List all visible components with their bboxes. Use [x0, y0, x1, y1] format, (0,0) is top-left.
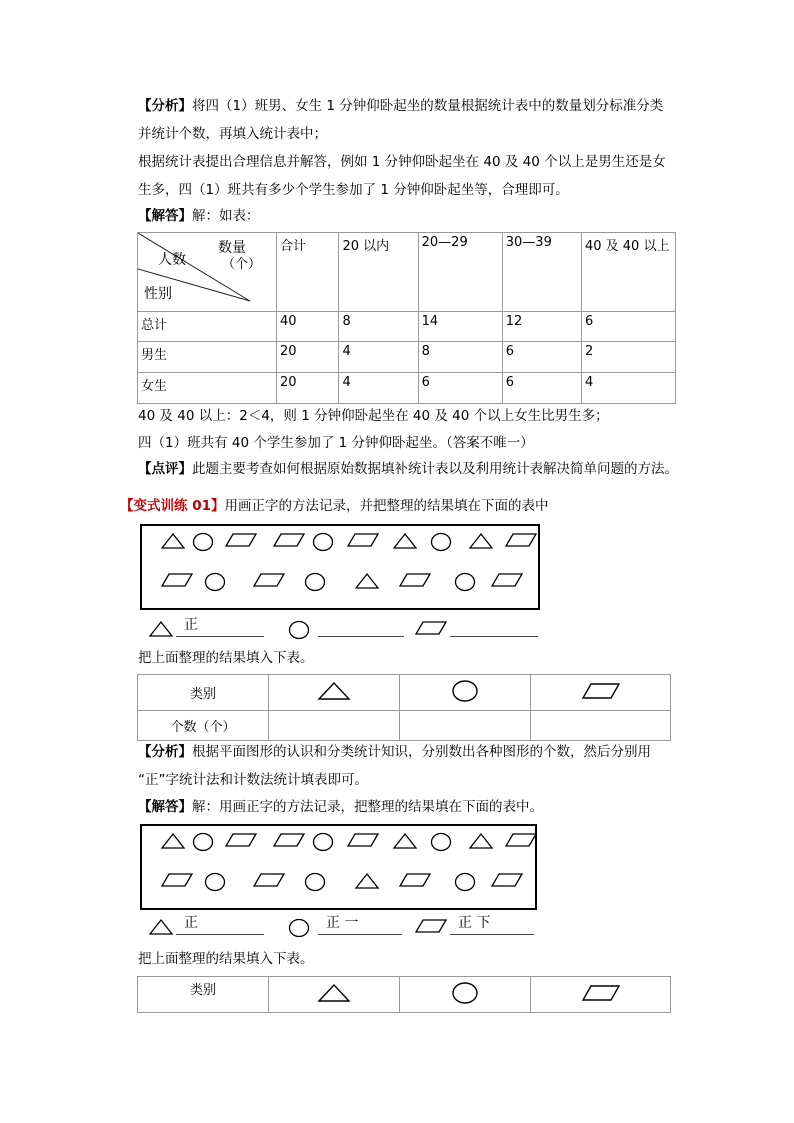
- parallelogram-icon: [414, 918, 448, 934]
- cell: 8: [339, 312, 418, 342]
- triangle-icon: [392, 532, 418, 550]
- parallelogram-icon: [252, 872, 286, 888]
- parallelogram-icon: [581, 682, 621, 700]
- row-label: 个数（个）: [138, 711, 269, 741]
- cell: 4: [339, 342, 418, 373]
- stats-table: [137, 232, 676, 404]
- analysis2-line1: 【分析】根据平面图形的认识和分类统计知识，分别数出各种图形的个数，然后分别用: [138, 744, 651, 760]
- circle-icon: [450, 679, 480, 703]
- corner-bottom: 性别: [144, 286, 172, 302]
- analysis1-line2: 并统计个数，再填入统计表中；: [138, 126, 327, 142]
- triangle-tally-line: [176, 934, 264, 935]
- result-table-answer: [137, 976, 671, 1013]
- circle-icon: [204, 572, 226, 592]
- triangle-icon: [354, 572, 380, 590]
- cell: 12: [502, 312, 581, 342]
- parallelogram-icon: [224, 532, 258, 548]
- parallelogram-header: [531, 977, 671, 1013]
- corner-top: 数量: [218, 240, 246, 256]
- parallelogram-icon: [160, 572, 194, 588]
- parallelogram-icon: [272, 832, 306, 848]
- triangle-header: [269, 675, 400, 711]
- answer2: 【解答】解：用画正字的方法记录，把整理的结果填在下面的表中。: [138, 799, 543, 815]
- col-header: 30—39: [502, 233, 581, 312]
- corner-middle: 人数: [158, 252, 186, 268]
- triangle-icon: [468, 832, 494, 850]
- parallelogram-icon: [398, 872, 432, 888]
- parallelogram-icon: [398, 572, 432, 588]
- triangle-icon: [160, 832, 186, 850]
- shape-box-answer: [140, 824, 537, 910]
- circle-icon: [430, 832, 452, 852]
- cell: 20: [277, 342, 339, 373]
- header-corner: [138, 233, 277, 312]
- parallelogram-icon: [504, 832, 538, 848]
- circle-icon: [192, 832, 214, 852]
- cell: 6: [502, 373, 581, 404]
- comment: 【点评】此题主要考查如何根据原始数据填补统计表以及利用统计表解决简单问题的方法。: [138, 461, 678, 477]
- analysis1-line1: 【分析】将四（1）班男、女生 1 分钟仰卧起坐的数量根据统计表中的数量划分标准分类: [138, 98, 664, 114]
- parallelogram-icon: [224, 832, 258, 848]
- cell: 20: [277, 373, 339, 404]
- circle-icon: [288, 620, 310, 640]
- triangle-icon: [354, 872, 380, 890]
- shape-box-question: [140, 524, 540, 610]
- triangle-icon: [392, 832, 418, 850]
- cell: 6: [418, 373, 502, 404]
- parallelogram-icon: [272, 532, 306, 548]
- cell: 2: [581, 342, 675, 373]
- row-label: 类别: [138, 977, 269, 1013]
- cell: 4: [581, 373, 675, 404]
- conclusion-line2: 四（1）班共有 40 个学生参加了 1 分钟仰卧起坐。（答案不唯一）: [138, 435, 534, 451]
- parallelogram-icon: [346, 532, 380, 548]
- triangle-tally-line: [176, 636, 264, 637]
- triangle-tally-mark: 正: [184, 617, 198, 633]
- triangle-header: [269, 977, 400, 1013]
- circle-tally-line: [318, 934, 402, 935]
- exercise-tag: 【变式训练 01】: [120, 498, 225, 514]
- count-cell: [269, 711, 400, 741]
- analysis-tag: 【分析】: [138, 744, 192, 760]
- cell: 8: [418, 342, 502, 373]
- analysis1-line3: 根据统计表提出合理信息并解答，例如 1 分钟仰卧起坐在 40 及 40 个以上是男生还是女: [138, 154, 666, 170]
- triangle-icon: [316, 680, 352, 702]
- result-table-question: [137, 674, 671, 741]
- cell: 40: [277, 312, 339, 342]
- col-header: 20—29: [418, 233, 502, 312]
- corner-unit: （个）: [222, 257, 262, 272]
- row-label: 总计: [138, 312, 277, 342]
- triangle-icon: [468, 532, 494, 550]
- circle-icon: [312, 832, 334, 852]
- cell: 6: [502, 342, 581, 373]
- analysis2-line2: “正”字统计法和计数法统计填表即可。: [138, 772, 368, 788]
- exercise-heading: 【变式训练 01】用画正字的方法记录，并把整理的结果填在下面的表中: [120, 498, 549, 514]
- col-header: 20 以内: [339, 233, 418, 312]
- parallelogram-icon: [346, 832, 380, 848]
- triangle-icon: [160, 532, 186, 550]
- parallelogram-tally-mark: 正 下: [458, 915, 491, 931]
- answer1: 【解答】解：如表：: [138, 208, 260, 224]
- analysis-tag: 【分析】: [138, 98, 192, 114]
- parallelogram-icon: [160, 872, 194, 888]
- circle-icon: [454, 572, 476, 592]
- circle-tally-line: [318, 636, 404, 637]
- triangle-tally-mark: 正: [184, 915, 198, 931]
- analysis1-line4: 生多，四（1）班共有多少个学生参加了 1 分钟仰卧起坐等，合理即可。: [138, 182, 569, 198]
- circle-icon: [454, 872, 476, 892]
- parallelogram-header: [531, 675, 671, 711]
- answer-tag: 【解答】: [138, 799, 192, 815]
- circle-icon: [204, 872, 226, 892]
- circle-icon: [288, 918, 310, 938]
- circle-icon: [312, 532, 334, 552]
- circle-icon: [304, 572, 326, 592]
- col-header: 40 及 40 以上: [581, 233, 675, 312]
- parallelogram-tally-line: [450, 636, 538, 637]
- triangle-icon: [316, 982, 352, 1004]
- parallelogram-icon: [490, 872, 524, 888]
- fill-instruction: 把上面整理的结果填入下表。: [138, 650, 314, 666]
- circle-header: [400, 977, 531, 1013]
- row-label: 类别: [138, 675, 269, 711]
- circle-icon: [450, 981, 480, 1005]
- parallelogram-icon: [581, 984, 621, 1002]
- circle-icon: [430, 532, 452, 552]
- cell: 14: [418, 312, 502, 342]
- parallelogram-icon: [414, 620, 448, 636]
- cell: 4: [339, 373, 418, 404]
- circle-icon: [304, 872, 326, 892]
- conclusion-line1: 40 及 40 以上：2＜4，则 1 分钟仰卧起坐在 40 及 40 个以上女生比男生多；: [138, 408, 609, 424]
- cell: 6: [581, 312, 675, 342]
- parallelogram-icon: [490, 572, 524, 588]
- answer-tag: 【解答】: [138, 208, 192, 224]
- row-label: 男生: [138, 342, 277, 373]
- parallelogram-tally-line: [450, 934, 534, 935]
- parallelogram-icon: [252, 572, 286, 588]
- circle-header: [400, 675, 531, 711]
- circle-icon: [192, 532, 214, 552]
- fill-instruction-2: 把上面整理的结果填入下表。: [138, 951, 314, 967]
- triangle-icon: [148, 620, 174, 638]
- parallelogram-icon: [504, 532, 538, 548]
- row-label: 女生: [138, 373, 277, 404]
- circle-tally-mark: 正 一: [326, 915, 359, 931]
- count-cell: [531, 711, 671, 741]
- count-cell: [400, 711, 531, 741]
- comment-tag: 【点评】: [138, 461, 192, 477]
- col-header: 合计: [277, 233, 339, 312]
- triangle-icon: [148, 918, 174, 936]
